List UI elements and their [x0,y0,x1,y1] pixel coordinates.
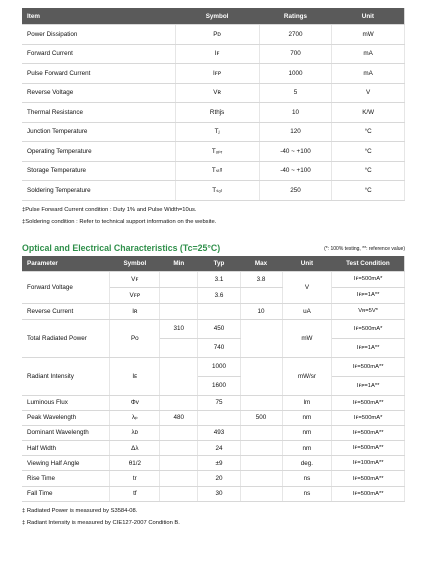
table-row [22,425,405,440]
cell-typ: 3.6 [198,287,240,303]
cell-unit: °C [332,122,405,142]
table-row [22,319,405,338]
cell-max [240,471,282,486]
cell-unit: ns [282,471,332,486]
table-row [22,103,405,123]
cell-unit: deg. [282,456,332,471]
table-row [22,161,405,181]
cell-unit: V [332,83,405,103]
cell-typ: ±9 [198,456,240,471]
table-row [22,122,405,142]
cell-max [240,441,282,456]
cell-min [160,287,198,303]
table-row [22,271,405,287]
col-header-item: Item [22,8,175,25]
cell-typ: 450 [198,319,240,338]
cell-condition: Iꜰ=500mA* [332,271,405,287]
cell-unit: uA [282,303,332,319]
cell-unit: mW [282,319,332,357]
cell-rating: 700 [259,44,332,64]
cell-min [160,271,198,287]
cell-min: 310 [160,319,198,338]
cell-condition: Iꜰ=500mA** [332,471,405,486]
cell-max [240,287,282,303]
cell-parameter: Dominant Wavelength [22,425,110,440]
cell-rating: 1000 [259,64,332,84]
cell-parameter: Reverse Current [22,303,110,319]
cell-condition: Iꜰ=500mA* [332,410,405,425]
cell-max [240,425,282,440]
cell-symbol: Pᴏ [110,319,160,357]
cell-min [160,303,198,319]
cell-condition: Iꜰ=500mA* [332,319,405,338]
table-row [22,25,405,45]
section-heading [22,236,405,256]
col-header-symbol: Symbol [110,256,160,272]
absolute-ratings-table [22,8,405,201]
cell-symbol: Iᴇ [110,357,160,395]
table-row [22,410,405,425]
cell-item: Forward Current [22,44,175,64]
cell-unit: mW/sr [282,357,332,395]
table-header-row [22,256,405,272]
table-row [22,142,405,162]
cell-rating: 5 [259,83,332,103]
cell-condition: Iꜰᴘ=1A** [332,338,405,357]
cell-max [240,486,282,501]
table-row [22,181,405,201]
cell-unit: mA [332,44,405,64]
col-header-min: Min [160,256,198,272]
table-row [22,44,405,64]
cell-unit: nm [282,441,332,456]
cell-symbol: tr [110,471,160,486]
table-row [22,357,405,376]
cell-symbol: Tₛₜᵍ [175,161,259,181]
cell-parameter: Total Radiated Power [22,319,110,357]
datasheet [22,8,405,529]
table-row [22,395,405,410]
cell-symbol: λₚ [110,410,160,425]
cell-min [160,338,198,357]
cell-condition: Iꜰ=500mA** [332,441,405,456]
col-header-unit: Unit [332,8,405,25]
footnote-soldering: ‡Soldering condition : Refer to technical support information on the website. [22,218,217,225]
cell-unit: nm [282,425,332,440]
cell-item: Pulse Forward Current [22,64,175,84]
cell-min [160,425,198,440]
table-row [22,303,405,319]
cell-typ: 493 [198,425,240,440]
cell-condition: Iꜰ=500mA** [332,486,405,501]
cell-symbol: Vꜰ [110,271,160,287]
cell-typ [198,303,240,319]
cell-typ: 20 [198,471,240,486]
table-row [22,64,405,84]
testing-legend: (*: 100% testing, **: reference value) [324,245,405,252]
table-row [22,471,405,486]
cell-unit: V [282,271,332,303]
cell-typ: 30 [198,486,240,501]
cell-symbol: Tₛₒₗ [175,181,259,201]
cell-symbol: Tⱼ [175,122,259,142]
cell-symbol: Tₒₚᵣ [175,142,259,162]
cell-unit: °C [332,161,405,181]
cell-typ [198,410,240,425]
cell-item: Power Dissipation [22,25,175,45]
cell-rating: 10 [259,103,332,123]
table-row [22,441,405,456]
cell-max [240,357,282,395]
cell-condition: Iꜰ=500mA** [332,395,405,410]
col-header-symbol: Symbol [175,8,259,25]
cell-min [160,395,198,410]
cell-symbol: Iʀ [110,303,160,319]
cell-rating: -40 ~ +100 [259,161,332,181]
cell-item: Storage Temperature [22,161,175,181]
col-header-max: Max [240,256,282,272]
cell-unit: mW [332,25,405,45]
cell-min [160,441,198,456]
footnote-pulse-current: ‡Pulse Forward Current condition : Duty 1% and Pulse Width=10us. [22,206,197,213]
cell-item: Operating Temperature [22,142,175,162]
table-row [22,456,405,471]
cell-unit: °C [332,181,405,201]
cell-parameter: Luminous Flux [22,395,110,410]
cell-symbol: λᴅ [110,425,160,440]
cell-symbol: Rthĵs [175,103,259,123]
optical-electrical-table [22,256,405,502]
cell-symbol: Φv [110,395,160,410]
cell-unit: mA [332,64,405,84]
cell-parameter: Forward Voltage [22,271,110,303]
cell-min [160,456,198,471]
col-header-unit: Unit [282,256,332,272]
cell-item: Reverse Voltage [22,83,175,103]
cell-max: 3.8 [240,271,282,287]
col-header-typ: Typ [198,256,240,272]
cell-condition: Iꜰ=500mA** [332,357,405,376]
col-header-ratings: Ratings [259,8,332,25]
cell-parameter: Viewing Half Angle [22,456,110,471]
cell-min [160,357,198,395]
cell-symbol: Δλ [110,441,160,456]
table-row [22,486,405,501]
cell-rating: 120 [259,122,332,142]
cell-symbol: θ1/2 [110,456,160,471]
cell-max [240,319,282,357]
cell-parameter: Half Width [22,441,110,456]
table-header-row [22,8,405,25]
cell-max [240,395,282,410]
cell-parameter: Peak Wavelength [22,410,110,425]
cell-max: 500 [240,410,282,425]
table-row [22,83,405,103]
col-header-test-condition: Test Condition [332,256,405,272]
cell-unit: lm [282,395,332,410]
cell-symbol: Pᴅ [175,25,259,45]
cell-condition: Iꜰ=100mA** [332,456,405,471]
cell-unit: °C [332,142,405,162]
cell-rating: -40 ~ +100 [259,142,332,162]
cell-typ: 24 [198,441,240,456]
cell-parameter: Rise Time [22,471,110,486]
cell-item: Thermal Resistance [22,103,175,123]
cell-unit: ns [282,486,332,501]
cell-unit: K/W [332,103,405,123]
cell-typ: 3.1 [198,271,240,287]
footnote-radiated-power: ‡ Radiated Power is measured by S3584-08. [22,507,138,514]
cell-min: 480 [160,410,198,425]
cell-rating: 2700 [259,25,332,45]
cell-rating: 250 [259,181,332,201]
cell-symbol: Vʀ [175,83,259,103]
footnote-radiant-intensity: ‡ Radiant Intensity is measured by CIE127-2007 Condition B. [22,519,180,526]
cell-condition: Vʀ=5V* [332,303,405,319]
cell-parameter: Fall Time [22,486,110,501]
cell-typ: 1600 [198,376,240,395]
cell-typ: 75 [198,395,240,410]
cell-condition: Iꜰᴘ=1A** [332,376,405,395]
cell-symbol: Iꜰ [175,44,259,64]
section-title: Optical and Electrical Characteristics (Tc=25°C) [22,242,221,253]
cell-parameter: Radiant Intensity [22,357,110,395]
cell-max: 10 [240,303,282,319]
cell-typ: 740 [198,338,240,357]
cell-min [160,486,198,501]
col-header-parameter: Parameter [22,256,110,272]
cell-condition: Iꜰᴘ=1A** [332,287,405,303]
cell-symbol: tf [110,486,160,501]
cell-item: Junction Temperature [22,122,175,142]
cell-min [160,471,198,486]
cell-item: Soldering Temperature [22,181,175,201]
cell-max [240,456,282,471]
cell-typ: 1000 [198,357,240,376]
cell-condition: Iꜰ=500mA** [332,425,405,440]
cell-symbol: Vꜰᴘ [110,287,160,303]
cell-symbol: Iꜰᴘ [175,64,259,84]
cell-unit: nm [282,410,332,425]
